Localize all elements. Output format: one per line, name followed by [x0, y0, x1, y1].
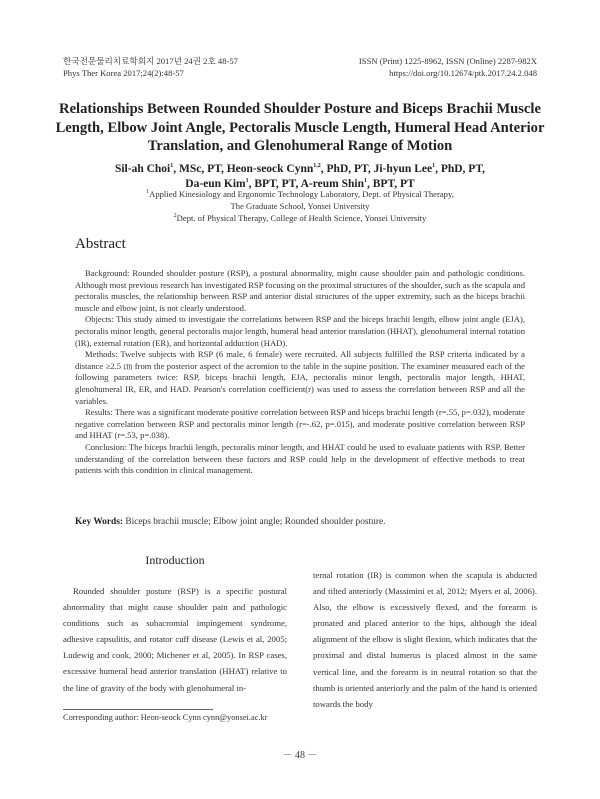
author-name: Heon-seock Cynn [226, 163, 314, 175]
paper-title: Relationships Between Rounded Shoulder Posture and Biceps Brachii Muscle Length, Elbow Joint Angle, Pectoralis Muscle Length, Humeral Head Anterior Translation, and Glenohumeral Range of Motion [55, 101, 545, 154]
introduction-heading: Introduction [145, 553, 205, 567]
introduction-paragraph-continued: ternal rotation (IR) is common when the scapula is abducted and tilted anteriorly (Massimini et al, 2012; Myers et al, 2006). Also, the elbow is excessively flexed, and the forearm is pronated and placed anterior to the hips, although the ideal alignment of the elbow is slight flexion, which indicates that the proximal and distal humerus is placed almost in the same vertical line, and the forearm is in neutral rotation so that the thumb is oriented anteriorly and the palm of the hand is oriented towards the body [313, 570, 537, 709]
affiliation-2: $^2$Dept. of Physical Therapy, College of Health Science, Yonsei University [173, 213, 427, 224]
page-number: － 48 － [282, 750, 318, 761]
abstract-results: Results: There was a significant moderate positive correlation between RSP and biceps brachii length (r=.55, p=.032), moderate negative correlation between RSP and pectoralis minor length (r=-.62, p=.015), and moderate positive correlation between RSP and HHAT (r=.53, p=.038). [75, 407, 525, 441]
body-column-right [313, 567, 537, 712]
keywords-label: Key Words: [75, 517, 124, 527]
body-column-left [63, 583, 287, 696]
abstract-body [75, 268, 525, 477]
author-name: Ji-hyun Lee [373, 163, 433, 175]
author-name: A-reum Shin [300, 178, 364, 190]
introduction-paragraph: Rounded shoulder posture (RSP) is a specific postural abnormality that might cause shoulder pain and pathologic conditions such as subacromial impingement syndrome, adhesive capsulitis, and rotator cuff disease (Lewis et al, 2005; Ludewig and cook, 2000; Michener et al, 2005). In RSP cases, excessive humeral head anterior translation (HHAT) relative to the line of gravity of the body with glenohumeral in- [63, 586, 287, 693]
journal-english: Phys Ther Korea 2017;24(2):48-57 [63, 67, 184, 78]
keywords-text: Biceps brachii muscle; Elbow joint angle; Rounded shoulder posture. [125, 517, 386, 527]
doi-link[interactable]: https://doi.org/10.12674/ptk.2017.24.2.048 [389, 67, 537, 78]
affiliations [40, 188, 560, 225]
journal-korean: 한국전문물리치료학회지 2017년 24권 2호 48-57 [63, 56, 238, 66]
abstract-conclusion: Conclusion: The biceps brachii length, pectoralis minor length, and HHAT could be used to evaluate patients with RSP. Better understanding of the correlation between these factors and RSP could help in the development of effective methods to treat patients with this condition in clinical management. [75, 441, 525, 476]
affiliation-1-cont: The Graduate School, Yonsei University [230, 201, 370, 212]
author-name: Da-eun Kim [185, 178, 246, 190]
abstract-objects: Objects: This study aimed to investigate the correlations between RSP and the biceps brachii length, elbow joint angle (EJA), pectoralis minor length, general pectoralis major length, humeral head anterior translation (HHAT), glenohumeral internal rotation (IR), external rotation (ER), and horizontal adduction (HAD). [75, 314, 525, 348]
author-name: Sil-ah Choi [114, 163, 171, 175]
running-header-right [359, 56, 537, 79]
issn: ISSN (Print) 1225-8962, ISSN (Online) 2287-982X [358, 56, 537, 66]
corresponding-author-footnote: Corresponding author: Heon-seock Cynn cynn@yonsei.ac.kr [63, 713, 268, 722]
abstract-heading: Abstract [75, 236, 126, 252]
keywords [75, 516, 525, 528]
abstract-methods: Methods: Twelve subjects with RSP (6 male, 6 female) were recruited. All subjects fulfilled the RSP criteria indicated by a distance ≥2.5 ㎝ from the posterior aspect of the acromion to the table in the supine position. The examiner measured each of the following parameters twice: RSP, biceps brachii length, EJA, pectoralis minor length, pectoralis major length, HHAT, glenohumeral IR, ER, and HAD. Pearson's correlation coefficient(r) was used to assess the correlation between RSP and all the variables. [75, 349, 525, 406]
footnote-divider [63, 709, 213, 710]
author-line-2: Da-eun Kim$^1$, BPT, PT, A-reum Shin$^1$, BPT, PT [185, 178, 415, 190]
abstract-background: Background: Rounded shoulder posture (RSP), a postural abnormality, might cause shoulder pain and pathologic conditions. Although most previous research has investigated RSP focusing on the proximal structures of the shoulder, such as the scapula and pectoralis muscles, the relationship between RSP and anterior distal structures of the upper extremity, such as the biceps brachii muscle and elbow joint, is not clearly understood. [75, 268, 525, 313]
affiliation-1: $^1$Applied Kinesiology and Ergonomic Technology Laboratory, Dept. of Physical Therapy, [146, 189, 454, 199]
author-line-1: Sil-ah Choi$^1$, MSc, PT, Heon-seock Cynn$^{1,2}$, PhD, PT, Ji-hyun Lee$^1$, PhD, PT, [114, 163, 486, 175]
running-header-left [63, 56, 238, 79]
